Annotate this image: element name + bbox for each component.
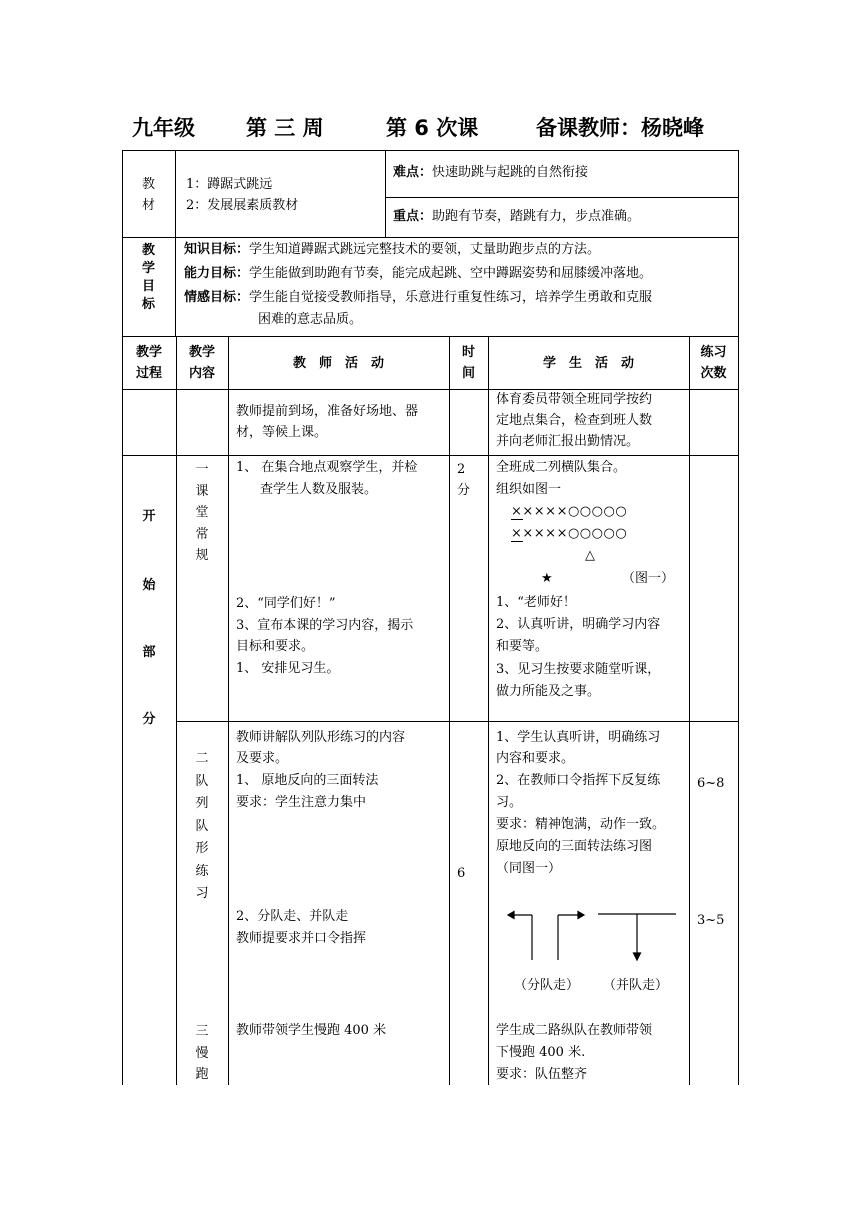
col-content: 教学 内容 — [188, 345, 215, 381]
routine-t2: 2、“同学们好！” — [236, 596, 336, 611]
drill-reps-1: 6~8 — [697, 776, 725, 791]
lesson: 第 6 次课 — [386, 116, 479, 140]
knowledge-goal: 知识目标：学生知道蹲踞式跳远完整技术的要领，丈量助跑步点的方法。 — [184, 242, 601, 257]
ability-goal: 能力目标：学生能做到助跑有节奏，能完成起跳、空中蹲踞姿势和屈膝缓冲落地。 — [184, 266, 653, 281]
emotion-goal: 情感目标：学生能自觉接受教师指导，乐意进行重复性练习，培养学生勇敢和克服 — [184, 290, 653, 305]
jog-s1: 学生成二路纵队在教师带领 — [496, 1023, 653, 1038]
drill-s2: 2、在教师口令指挥下反复练 — [496, 773, 661, 788]
drill-time: 6 — [457, 866, 466, 881]
grade: 九年级 — [132, 116, 195, 140]
part-label-1: 开 — [142, 509, 156, 524]
teacher-name: 备课教师：杨晓峰 — [536, 116, 704, 140]
star-icon: ★ — [541, 571, 553, 586]
formation-row-1: ×××××○○○○○ — [511, 504, 628, 519]
routine-t1: 1、 在集合地点观察学生，并检 — [236, 460, 418, 475]
row-2-underline — [511, 541, 523, 542]
routine-time-1: 2 — [457, 462, 466, 477]
figure-label: （图一） — [622, 571, 675, 586]
part-label-2: 始 — [142, 578, 156, 593]
col-teacher: 教 师 活 动 — [292, 356, 384, 371]
routine-s4b: 和要等。 — [496, 639, 549, 654]
drill-t4: 2、分队走、并队走 — [236, 909, 349, 924]
routine-t3: 3、宣布本课的学习内容，揭示 — [236, 618, 414, 633]
routine-t3b: 目标和要求。 — [236, 639, 315, 654]
drill-t1: 教师讲解队列队形练习的内容 — [236, 730, 406, 745]
drill-t3: 要求：学生注意力集中 — [236, 795, 367, 810]
drill-s1: 1、学生认真听讲，明确练习 — [496, 730, 661, 745]
routine-t4: 1、 安排见习生。 — [236, 661, 340, 676]
jog-content: 三 慢 跑 — [195, 1024, 209, 1082]
week: 第 三 周 — [246, 116, 324, 140]
emotion-goal-cont: 困难的意志品质。 — [258, 312, 363, 327]
pre-teacher-2: 材，等候上课。 — [236, 425, 328, 440]
drill-t2: 1、 原地反向的三面转法 — [236, 773, 379, 788]
materials-item-2: 2：发展展素质教材 — [186, 198, 299, 213]
routine-s2: 组织如图一 — [496, 482, 562, 497]
drill-content: 二 队 列 队 形 练 习 — [195, 751, 209, 901]
routine-s5b: 做力所能及之事。 — [496, 684, 601, 699]
drill-reps-2: 3~5 — [697, 913, 725, 928]
difficulty: 难点：快速助跳与起跳的自然衔接 — [393, 165, 589, 180]
drill-t1b: 及要求。 — [236, 751, 289, 766]
jog-s1b: 下慢跑 400 米. — [496, 1045, 586, 1060]
row-1-underline — [511, 519, 523, 520]
formation-row-2: ×××××○○○○○ — [511, 526, 628, 541]
pre-student-3: 并向老师汇报出勤情况。 — [496, 434, 640, 449]
routine-content: 一 课 堂 常 规 — [195, 462, 209, 563]
merge-label: （并队走） — [603, 978, 669, 993]
key-point: 重点：助跑有节奏，踏跳有力，步点准确。 — [393, 209, 641, 224]
pre-teacher-1: 教师提前到场，准备好场地、器 — [236, 404, 419, 419]
routine-s3: 1、“老师好！ — [496, 595, 576, 610]
materials-item-1: 1：蹲踞式跳远 — [186, 177, 273, 192]
march-diagram — [500, 900, 680, 970]
drill-s3: 要求：精神饱满，动作一致。 — [496, 817, 666, 832]
part-label-3: 部 — [142, 645, 156, 660]
routine-s5: 3、见习生按要求随堂听课， — [496, 662, 661, 677]
col-student: 学 生 活 动 — [542, 356, 634, 371]
col-process: 教学 过程 — [135, 345, 162, 381]
part-label-4: 分 — [142, 712, 156, 727]
col-reps: 练习 次数 — [700, 345, 727, 381]
routine-t1b: 查学生人数及服装。 — [260, 482, 378, 497]
jog-t1: 教师带领学生慢跑 400 米 — [236, 1023, 387, 1038]
drill-t5: 教师提要求并口令指挥 — [236, 931, 367, 946]
goals-label: 教 学 目 标 — [141, 243, 155, 312]
drill-s1b: 内容和要求。 — [496, 751, 575, 766]
materials-label: 教 材 — [141, 177, 155, 213]
teacher-triangle: △ — [585, 548, 595, 563]
routine-s1: 全班成二列横队集合。 — [496, 460, 627, 475]
routine-time-2: 分 — [457, 483, 471, 498]
page-header — [0, 112, 860, 146]
col-time: 时 间 — [461, 345, 475, 381]
drill-s4: 原地反向的三面转法练习图 — [496, 839, 653, 854]
drill-s5: （同图一） — [496, 861, 562, 876]
pre-student-2: 定地点集合，检查到班人数 — [496, 413, 653, 428]
jog-s2: 要求：队伍整齐 — [496, 1067, 588, 1082]
routine-s4: 2、认真听讲，明确学习内容 — [496, 617, 661, 632]
split-label: （分队走） — [514, 978, 580, 993]
drill-s2b: 习。 — [496, 795, 523, 810]
pre-student-1: 体育委员带领全班同学按约 — [496, 392, 653, 407]
